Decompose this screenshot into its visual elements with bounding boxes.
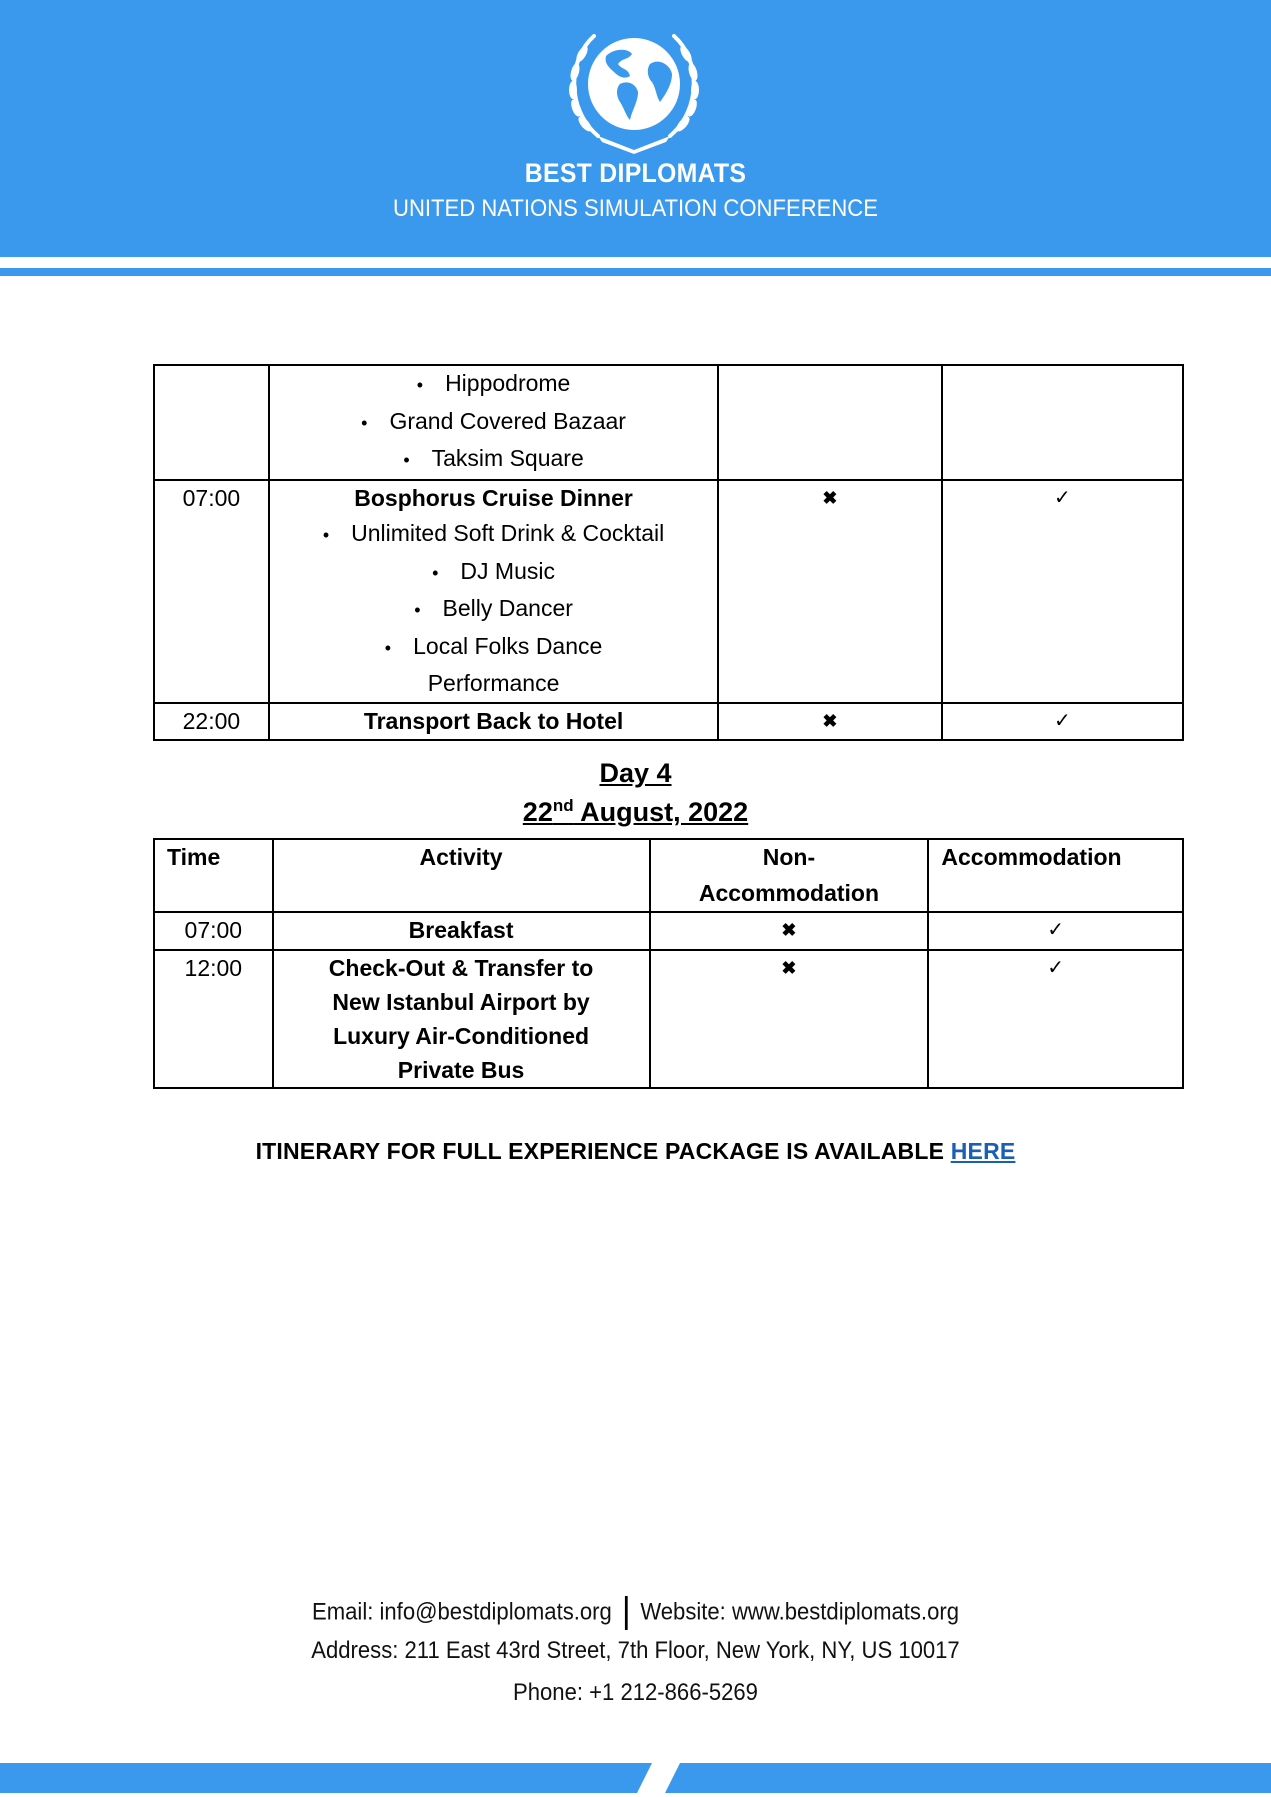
non-accommodation-cell: ✖ — [718, 480, 941, 703]
accommodation-cell — [942, 365, 1183, 480]
footer-contact-line — [51, 1596, 1220, 1630]
activity-cell: Breakfast — [273, 912, 650, 950]
table-row — [154, 365, 1183, 480]
notice-text: ITINERARY FOR FULL EXPERIENCE PACKAGE IS AVAILABLE — [255, 1138, 951, 1164]
footer-band-right — [665, 1763, 1271, 1793]
non-accommodation-cell: ✖ — [718, 703, 941, 741]
date-suffix: nd — [552, 796, 574, 815]
time-cell — [154, 365, 269, 480]
non-accommodation-cell: ✖ — [650, 912, 929, 950]
itinerary-table-continued — [153, 364, 1184, 741]
activity-item: • Grand Covered Bazaar — [270, 404, 717, 442]
column-header-non-accommodation: Non-Accommodation — [650, 839, 929, 912]
brand-title: BEST DIPLOMATS — [524, 158, 747, 188]
column-header-accommodation: Accommodation — [928, 839, 1183, 912]
table-row — [154, 703, 1183, 741]
table-row — [154, 912, 1183, 950]
footer-email: Email: info@bestdiplomats.org — [312, 1598, 612, 1626]
column-header-activity: Activity — [273, 839, 650, 912]
date-rest: August, 2022 — [573, 797, 749, 827]
activity-cell — [269, 480, 718, 703]
day-heading: Day 4 — [599, 758, 672, 788]
activity-item: • Unlimited Soft Drink & Cocktail — [270, 516, 717, 554]
time-cell: 12:00 — [154, 950, 273, 1088]
accommodation-cell: ✓ — [942, 703, 1183, 741]
activity-title: Bosphorus Cruise Dinner — [354, 484, 633, 511]
activity-item: • Hippodrome — [270, 366, 717, 404]
non-accommodation-cell: ✖ — [650, 950, 929, 1088]
table-row — [154, 480, 1183, 703]
footer-website: Website: www.bestdiplomats.org — [640, 1598, 959, 1626]
full-package-notice — [0, 1138, 1271, 1165]
non-accommodation-cell — [718, 365, 941, 480]
day4-itinerary-table — [153, 838, 1184, 1089]
accommodation-cell: ✓ — [942, 480, 1183, 703]
time-cell: 22:00 — [154, 703, 269, 741]
time-cell: 07:00 — [154, 912, 273, 950]
date-day: 22 — [522, 797, 553, 827]
table-header-row — [154, 839, 1183, 912]
activity-cell: Check-Out & Transfer to New Istanbul Airport by Luxury Air-Conditioned Private Bus — [273, 950, 650, 1088]
separator — [625, 1596, 628, 1630]
column-header-time: Time — [154, 839, 273, 912]
activity-cell: Transport Back to Hotel — [269, 703, 718, 741]
day-date — [0, 796, 1271, 828]
activity-item: • Taksim Square — [270, 441, 717, 479]
time-cell: 07:00 — [154, 480, 269, 703]
footer-phone: Phone: +1 212-866-5269 — [513, 1679, 758, 1706]
accommodation-cell: ✓ — [928, 950, 1183, 1088]
activity-item: • Local Folks Dance Performance — [270, 629, 717, 702]
accommodation-cell: ✓ — [928, 912, 1183, 950]
activity-item: • DJ Music — [270, 554, 717, 592]
activity-item: • Belly Dancer — [270, 591, 717, 629]
footer-band — [0, 1763, 1271, 1793]
footer-band-left — [0, 1763, 652, 1793]
activity-cell — [269, 365, 718, 480]
brand-subtitle: UNITED NATIONS SIMULATION CONFERENCE — [393, 195, 878, 222]
footer-address: Address: 211 East 43rd Street, 7th Floor, New York, NY, US 10017 — [311, 1637, 960, 1664]
header-stripe — [0, 268, 1271, 276]
here-link[interactable]: HERE — [950, 1138, 1016, 1164]
table-row — [154, 950, 1183, 1088]
un-globe-laurel-icon — [558, 24, 710, 154]
